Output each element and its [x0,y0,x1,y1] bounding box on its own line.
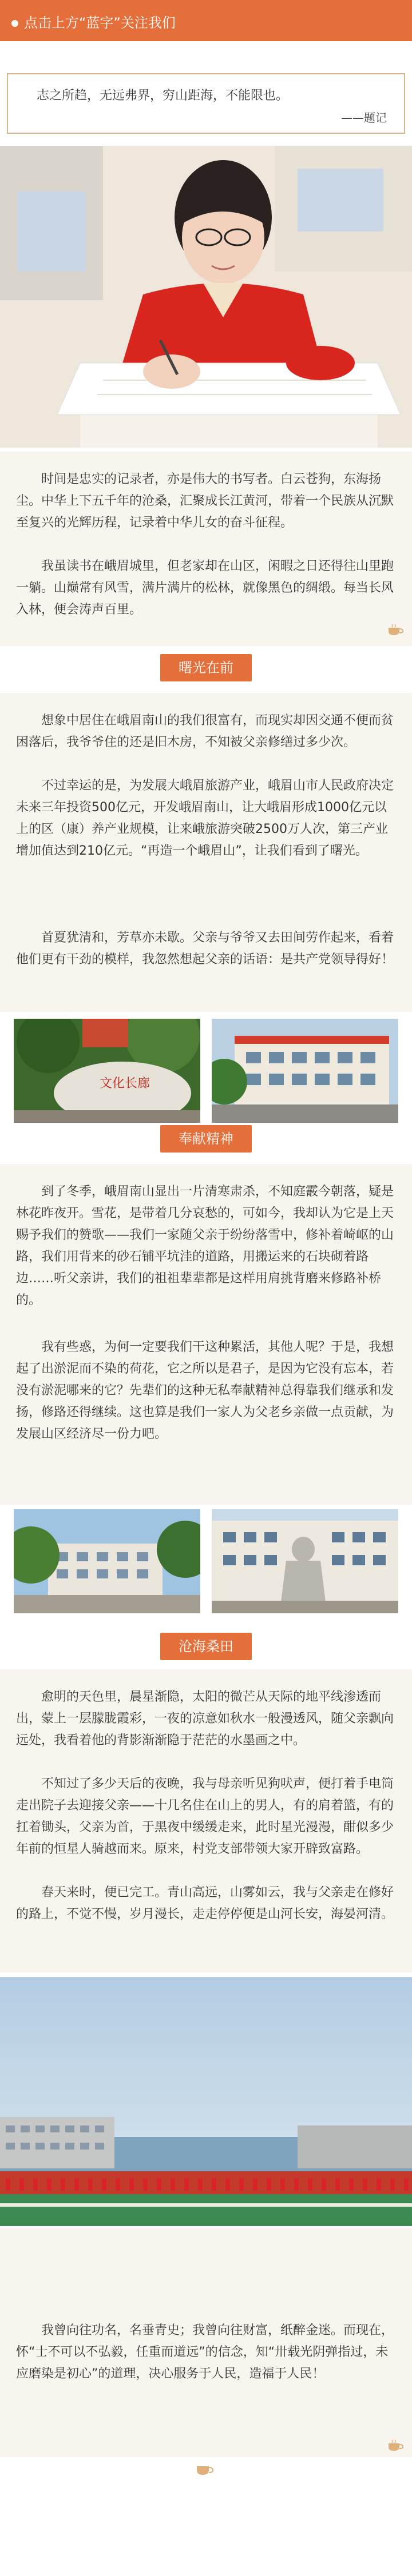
follow-label [11,11,176,31]
closing-paragraph: 我曾向往功名，名垂青史；我曾向往财富，纸醉金迷。而现在，怀“士不可以不弘毅，任重而道远”的信念，知“卅载光阴弹指过，未应磨染是初心”的道理，决心服务于人民，造福于人民！ [16,2323,394,2381]
dedication-paragraph-1: 到了冬季，峨眉南山显出一片清寒肃杀，不知庭霰今朝落，疑是林花昨夜开。雪花，是带着几分哀愁的，可如今，我却认为它是上天赐予我们的赞歌——我们一家随父亲于纷纷落雪中，修补着崎岖的山路，我们用背来的砂石铺平坑洼的道路，用搬运来的石块砌着路边……听父亲讲，我们的祖祖辈辈都是这样用肩挑背磨来修路补桥的。 [16,1185,394,1307]
changes-paragraph-2: 不知过了多少天后的夜晚，我与母亲听见狗吠声，便打着手电筒走出院子去迎接父亲——十几名住在山上的男人，有的肩着篮，有的扛着锄头，父亲为首，于黑夜中缓缓走来，此时星光漫漫，酣似多少年前的恒星人骑越而来。原来，村党支部带领大家开辟致富路。 [16,1777,394,1856]
culture-stone-plaque: 文化长廊 [100,1076,150,1091]
epigraph-text: 志之所趋，无远弗界，穷山距海，不能限也。 [37,89,289,103]
photo-row-2 [14,1509,398,1613]
epigraph-attribution: ——题记 [341,111,387,125]
dawn-paragraph-3: 首夏犹清和，芳草亦未歇。父亲与爷爷又去田间劳作起来，看着他们更有干劲的模样，我忽然想起父亲的话语：是共产党领导得好！ [16,931,394,967]
epigraph-box [7,73,405,134]
closing-section [0,2228,412,2457]
changes-paragraph-1: 愈明的天色里，晨星渐隐，太阳的微芒从天际的地平线渗透而出，蒙上一层朦胧霞彩，一夜的凉意如秋水一般漫透风，随父亲飘向远处，我看着他的背影渐渐隐于茫茫的水墨画之中。 [16,1690,394,1748]
intro-paragraph-1: 时间是忠实的记录者，亦是伟大的书写者。白云苍狗，东海扬尘。中华上下五千年的沧桑，汇聚成长江黄河，带着一个民族从沉默至复兴的光辉历程，记录着中华儿女的奋斗征程。 [16,472,394,530]
student-photo [0,146,412,448]
section-title-dedication: 奉献精神 [160,1125,252,1153]
dawn-paragraph-1: 想象中居住在峨眉南山的我们很富有，而现实却因交通不便而贫困落后，我爷爷住的还是旧木房，不知被父亲修缮过多少次。 [16,713,394,749]
campus-building-photo [14,1509,200,1613]
section-dawn [0,693,412,1012]
teacup-icon-closing [387,2439,404,2453]
footer-teacup-icon [195,2461,214,2477]
teacup-icon [387,623,404,637]
school-building-photo [212,1019,398,1123]
bullet-icon [11,20,18,27]
section-changes [0,1669,412,1972]
follow-banner[interactable] [0,0,412,41]
school-assembly-photo [0,1977,412,2226]
follow-text: 点击上方“蓝字”关注我们 [24,15,176,31]
statue-building-photo [212,1509,398,1613]
changes-paragraph-3: 春天来时，便已完工。青山高远，山雾如云，我与父亲走在修好的路上，不觉不慢，岁月漫长，走走停停便是山河长安，海晏河清。 [16,1885,394,1921]
section-title-changes: 沧海桑田 [160,1633,252,1660]
dedication-paragraph-2: 我有些惑，为何一定要我们干这种累活，其他人呢？于是，我想起了出淤泥而不染的荷花，它之所以是君子，是因为它没有忘本，若没有淤泥哪来的它？先辈们的这种无私奉献精神总得靠我们继承和发扬，修路还得继续。这也算是我们一家人为父老乡亲做一点贡献，为发展山区经济尽一份力吧。 [16,1340,394,1441]
student-illustration [0,146,412,448]
dawn-paragraph-2: 不过幸运的是，为发展大峨眉旅游产业，峨眉山市人民政府决定未来三年投资500亿元，开发峨眉南山，让大峨眉形成1000亿元以上的区（康）养产业规模，让来峨旅游突破2500万人次，第三产业增加值达到210亿元。“再造一个峨眉山”，让我们看到了曙光。 [16,779,394,858]
culture-stone-photo [14,1019,200,1123]
section-dedication [0,1164,412,1505]
intro-paragraph-2: 我虽读书在峨眉城里，但老家却在山区，闲暇之日还得往山里跑一躺。山巅常有风雪，满片满片的松林，就像黑色的绸缎。每当长风入林，便会涛声百里。 [16,559,394,617]
section-title-dawn: 曙光在前 [160,654,252,681]
photo-row-1 [14,1019,398,1123]
intro-section [0,452,412,646]
